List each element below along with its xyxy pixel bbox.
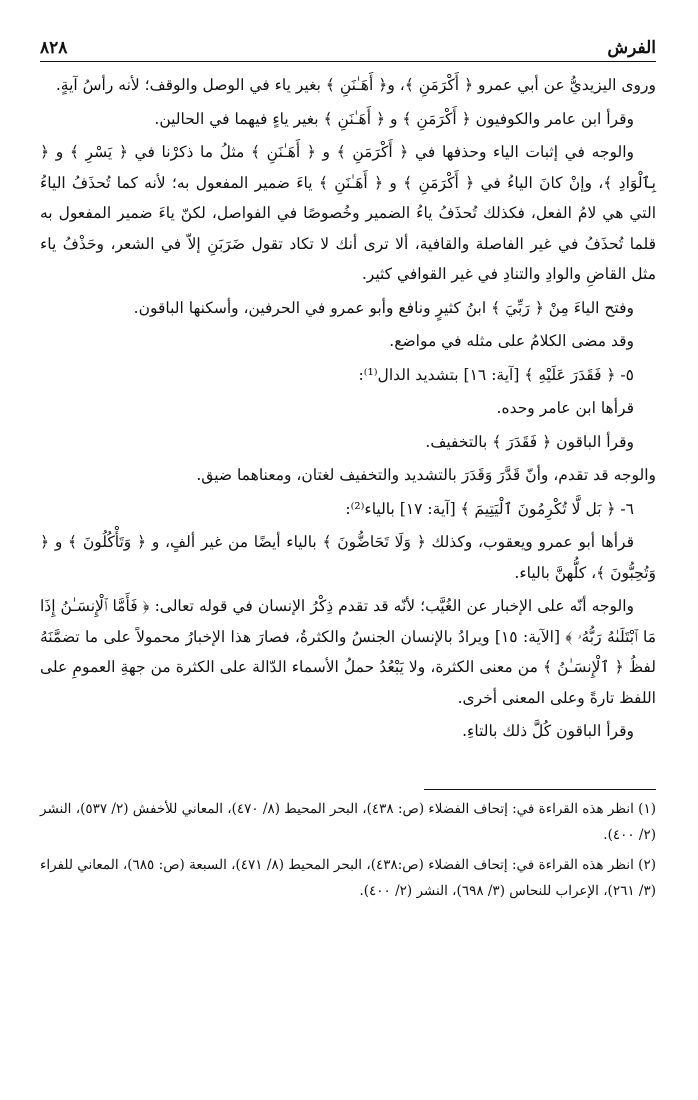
footnotes bbox=[40, 796, 656, 904]
paragraph: والوجه أنّه على الإخبار عن الغُيَّب؛ لأنّه قد تقدم ذِكْرُ الإنسان في قوله تعالى: ﴿ فَأَمَّا ٱلْإِنسَـٰنُ إِذَا مَا ٱبْتَلَىٰهُ رَبُّهُۥ ﴾ [الآية: ١٥] ويرادُ بالإنسان الجنسُ والكثرةُ، فصارَ هذا الإخبارُ محمولاً على ما تضمَّنَهُ لفظُ ﴿ ٱلْإِنسَـٰنُ ﴾ من معنى الكثرة، ولا يَبْعُدُ حملُ الأسماء الدّالة على الكثرة من جهةِ العمومِ على اللفظ تارةً وعلى المعنى أخرى. bbox=[40, 597, 656, 707]
paragraph: قرأها أبو عمرو ويعقوب، وكذلك ﴿ وَلَا تَحَاضُّونَ ﴾ بالياء أيضًا من غير ألفٍ، و ﴿ وَتَأْكُلُونَ ﴾ و ﴿ وَتُحِبُّونَ ﴾، كلُّهنَّ بالياء. bbox=[40, 533, 656, 582]
paragraph: قرأها ابن عامر وحده. bbox=[496, 399, 634, 417]
page-number: ٨٢٨ bbox=[40, 38, 68, 58]
footnote: (٢) انظر هذه القراءة في: إتحاف الفضلاء (ص:٤٣٨)، البحر المحيط (٨/ ٤٧١)، السبعة (ص: ٦٨٥)، المعاني للفراء (٣/ ٢٦١)، الإعراب للنحاس (٣/ ٦٩٨)، النشر (٢/ ٤٠٠). bbox=[40, 856, 656, 899]
paragraph: وقرأ الباقون كُلَّ ذلك بالتاءِ. bbox=[462, 722, 634, 740]
page-header bbox=[40, 36, 656, 62]
paragraph: وقرأ ابن عامر والكوفيون ﴿ أَكْرَمَنِ ﴾ و ﴿ أَهَـٰنَنِ ﴾ بغير ياءٍ فيهما في الحالين. bbox=[154, 109, 634, 128]
paragraph: وروى اليزيديُّ عن أبي عمرو ﴿ أَكْرَمَنِ ﴾، و﴿ أَهَـٰنَنِ ﴾ بغير ياء في الوصل والوقف؛ لأنه رأسُ آيةٍ. bbox=[55, 76, 656, 94]
paragraph: وقد مضى الكلامُ على مثله في مواضع. bbox=[389, 332, 634, 350]
section-title: الفرش bbox=[607, 38, 656, 58]
footnote-separator bbox=[424, 789, 656, 790]
footnote: (١) انظر هذه القراءة في: إتحاف الفضلاء (ص: ٤٣٨)، البحر المحيط (٨/ ٤٧٠)، المعاني للأخفش (٢/ ٥٣٧)، النشر (٢/ ٤٠٠). bbox=[40, 800, 656, 843]
paragraph: والوجه في إثبات الياء وحذفها في ﴿ أَكْرَمَنِ ﴾ و ﴿ أَهَـٰنَنِ ﴾ مثلُ ما ذكرْنا في ﴿ يَسْرِ ﴾ و ﴿ بِٱلْوَادِ ﴾، وإنْ كانَ الياءُ في ﴿ أَكْرَمَنِ ﴾ و ﴿ أَهَـٰنَنِ ﴾ ياءَ ضمير المفعول به؛ لأنه كما تُحذَفُ الياءُ التي هي لامُ الفعل، فكذلك تُحذَفُ ياءُ الضمير وخُصوصًا في الفواصل، لكنّ ياءَ ضمير المفعول به قلما تُحذَفُ في غير الفاصلة والقافية، ألا ترى أنك لا تكاد تقول ضَرَبَنِ إلاّ في الشعر، وحَذْفُ ياء مثل القاضِ والوادِ والتنادِ في غير القوافي كثير. bbox=[40, 143, 656, 283]
paragraph: والوجه قد تقدم، وأنّ قَدَّرَ وَقَدَرَ بالتشديد والتخفيف لغتان، ومعناهما ضيق. bbox=[196, 466, 656, 484]
paragraph: وفتح الياءَ مِنْ ﴿ رَبِّيَ ﴾ ابنُ كثيرٍ ونافع وأبو عمرو في الحرفين، وأسكنها الباقون. bbox=[133, 298, 634, 317]
paragraph: وقرأ الباقون ﴿ فَقَدَرَ ﴾ بالتخفيف. bbox=[425, 432, 634, 451]
main-text bbox=[40, 70, 656, 747]
verse-heading: ٥- ﴿ فَقَدَرَ عَلَيْهِ ﴾ [آية: ١٦] بتشديد الدال⁽¹⁾: bbox=[358, 365, 634, 384]
verse-heading: ٦- ﴿ بَل لَّا تُكْرِمُونَ ٱلْيَتِيمَ ﴾ [آية: ١٧] بالياء⁽²⁾: bbox=[345, 499, 634, 518]
